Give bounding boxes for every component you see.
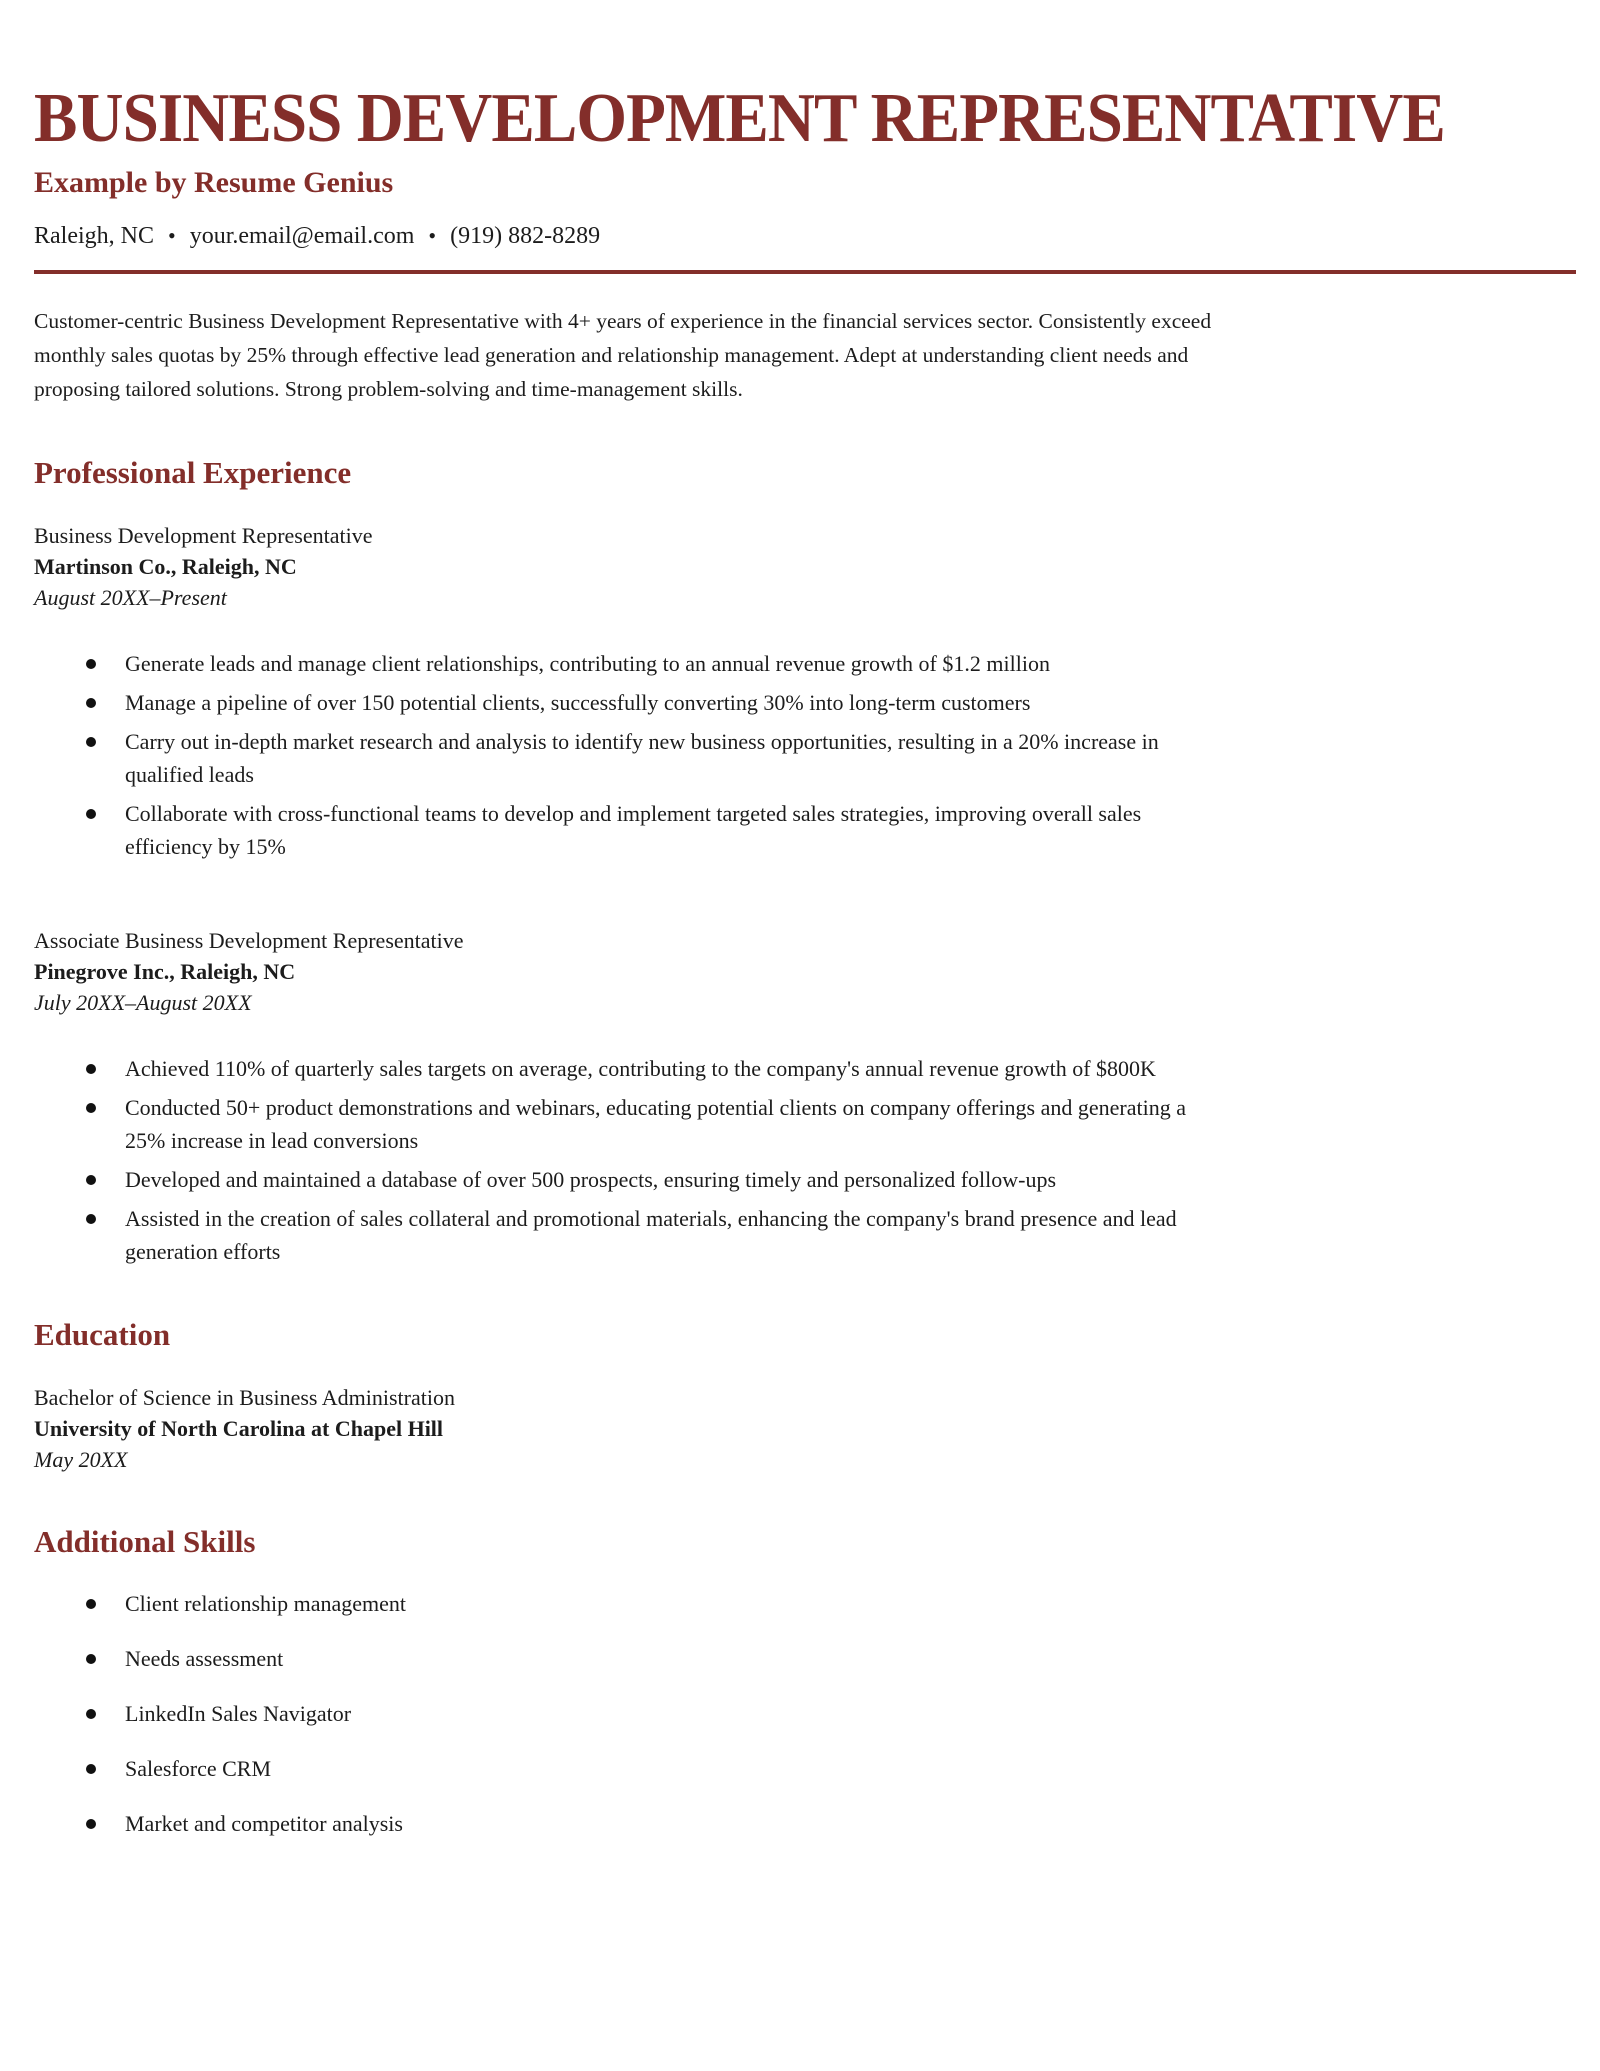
job-title: Associate Business Development Representative [34, 928, 464, 954]
section-skills [34, 1525, 1576, 1840]
section-heading-education: Education [34, 1317, 171, 1353]
page-title: BUSINESS DEVELOPMENT REPRESENTATIVE [34, 80, 1445, 157]
contact-location: Raleigh, NC [34, 223, 154, 249]
summary-paragraph: Customer-centric Business Development Representative with 4+ years of experience in the financial services sector. Consistently exceed monthly sales quotas by 25% through effective lead generation and relationship management. Adept at understanding client needs and proposing tailored solutions. Strong problem-solving and time-management skills. [34, 309, 1212, 401]
education-degree: Bachelor of Science in Business Administration [34, 1385, 455, 1411]
education-date: May 20XX [34, 1447, 128, 1473]
job-bullet: Assisted in the creation of sales collateral and promotional materials, enhancing the company's brand presence and lead generation efforts [34, 1202, 1229, 1268]
section-education [34, 1318, 1576, 1475]
contact-phone: (919) 882-8289 [450, 223, 601, 249]
job-bullet: Achieved 110% of quarterly sales targets on average, contributing to the company's annual revenue growth of $800K [34, 1052, 1229, 1085]
job-entry [34, 520, 1576, 863]
job-bullet: Collaborate with cross-functional teams to develop and implement targeted sales strategies, improving overall sales efficiency by 15% [34, 797, 1229, 863]
job-title: Business Development Representative [34, 523, 373, 549]
job-bullet: Generate leads and manage client relationships, contributing to an annual revenue growth of $1.2 million [34, 647, 1229, 680]
job-company: Martinson Co., Raleigh, NC [34, 554, 297, 580]
header-divider [34, 270, 1576, 274]
job-entry [34, 925, 1576, 1268]
job-bullet-list [34, 647, 1229, 863]
resume-subtitle: Example by Resume Genius [34, 166, 394, 199]
skill-item: Client relationship management [34, 1587, 1229, 1620]
bullet-separator-icon: • [428, 223, 437, 248]
skill-item: LinkedIn Sales Navigator [34, 1697, 1229, 1730]
skill-item: Salesforce CRM [34, 1752, 1229, 1785]
job-bullet: Developed and maintained a database of over 500 prospects, ensuring timely and personalized follow-ups [34, 1163, 1229, 1196]
job-dates: July 20XX–August 20XX [34, 990, 252, 1016]
education-school: University of North Carolina at Chapel Hill [34, 1416, 444, 1442]
job-dates: August 20XX–Present [34, 585, 227, 611]
job-company: Pinegrove Inc., Raleigh, NC [34, 959, 296, 985]
skill-item: Market and competitor analysis [34, 1807, 1229, 1840]
job-bullet: Manage a pipeline of over 150 potential clients, successfully converting 30% into long-term customers [34, 686, 1229, 719]
job-bullet: Carry out in-depth market research and analysis to identify new business opportunities, resulting in a 20% increase in qualified leads [34, 725, 1229, 791]
skills-list [34, 1587, 1229, 1840]
resume-header [34, 80, 1576, 274]
job-bullet: Conducted 50+ product demonstrations and webinars, educating potential clients on company offerings and generating a 25% increase in lead conversions [34, 1091, 1229, 1157]
skill-item: Needs assessment [34, 1642, 1229, 1675]
section-experience [34, 456, 1576, 1268]
section-heading-skills: Additional Skills [34, 1524, 256, 1560]
education-entry [34, 1382, 1576, 1475]
job-bullet-list [34, 1052, 1229, 1268]
bullet-separator-icon: • [168, 223, 176, 248]
contact-line [34, 223, 1576, 250]
section-heading-experience: Professional Experience [34, 455, 352, 490]
contact-email: your.email@email.com [189, 223, 415, 249]
